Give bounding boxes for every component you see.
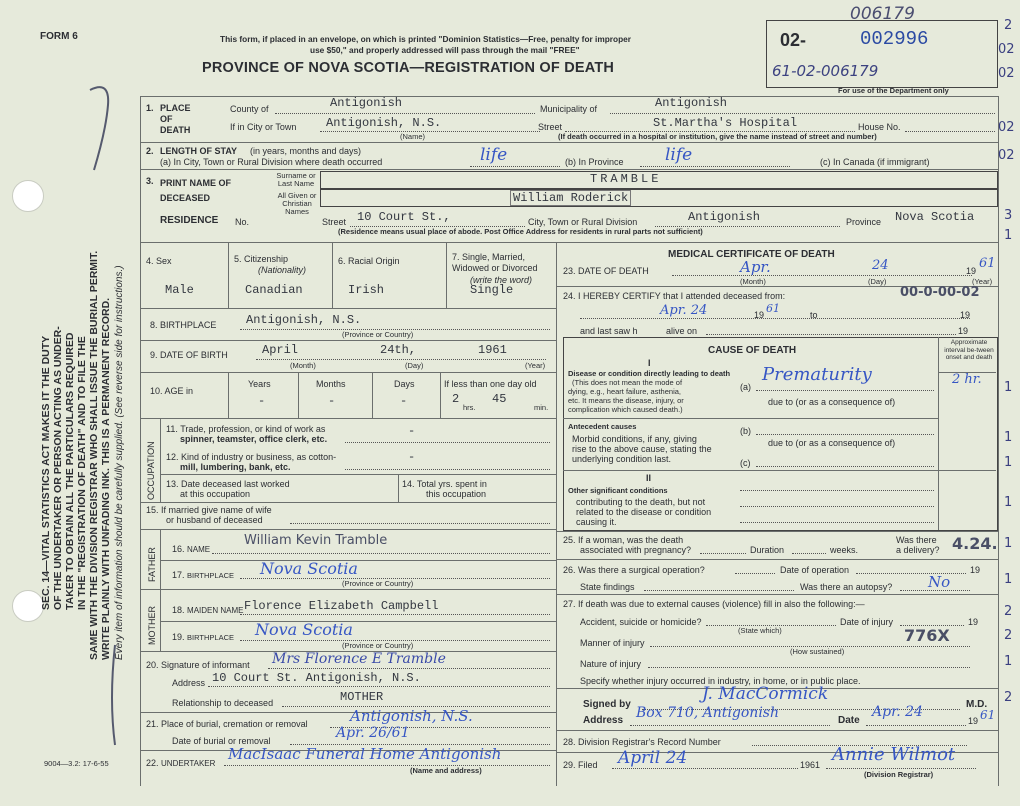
place-label: PLACE OF DEATH	[160, 103, 191, 135]
burial-place-label: 21. Place of burial, cremation or removal	[146, 719, 308, 729]
frame-top	[140, 96, 998, 97]
signed-label: Signed by	[583, 699, 631, 710]
due-to-1: due to (or as a consequence of)	[768, 397, 896, 407]
autopsy-value: No	[928, 573, 951, 591]
margin-code-14: 2	[1004, 604, 1013, 619]
burial-date-value: Apr. 26/61	[336, 725, 410, 741]
relationship-value: MOTHER	[340, 690, 384, 704]
stay-num: 2.	[146, 146, 154, 156]
city-value: Antigonish, N.S.	[326, 116, 442, 130]
death-date-month: Apr.	[740, 258, 771, 276]
informant-address: 10 Court St. Antigonish, N.S.	[212, 671, 421, 685]
residence-province: Nova Scotia	[895, 210, 975, 224]
margin-code-5: 02	[998, 148, 1015, 163]
margin-code-11: 1	[1004, 495, 1013, 510]
citizenship-note: (Nationality)	[258, 265, 307, 275]
record-label: 28. Division Registrar's Record Number	[563, 737, 721, 747]
marital-label: 7. Single, Married, Widowed or Divorced	[452, 252, 538, 273]
margin-code-8: 1	[1004, 380, 1013, 395]
margin-code-2: 02	[998, 42, 1015, 57]
county-label: County of	[230, 104, 269, 114]
interval-label: Approximate interval be-tween onset and death	[944, 339, 994, 361]
manner-label: Manner of injury	[580, 638, 645, 648]
margin-code-1: 2	[1004, 18, 1013, 33]
signed-year: 61	[980, 708, 996, 722]
antecedent-note-1: Morbid conditions, if any, giving	[572, 434, 697, 444]
interval-a-value: 2 hr.	[952, 372, 982, 387]
due-to-2: due to (or as a consequence of)	[768, 438, 896, 448]
cause-code: 776X	[904, 626, 950, 645]
marital-note: (write the word)	[470, 275, 533, 285]
birthplace-label: 8. BIRTHPLACE	[150, 320, 217, 330]
side-text-7: Every item of information should be carefully supplied. (See reverse side for instructions.)	[114, 265, 125, 660]
street-value: St.Martha's Hospital	[653, 116, 798, 130]
residence-street-label: Street	[322, 217, 347, 227]
part-2: II	[646, 473, 652, 483]
filed-label: 29. Filed	[563, 760, 598, 770]
city-label: If in City or Town	[230, 122, 297, 132]
operation-year-prefix: 19	[970, 565, 981, 575]
signed-signature: J. MacCormick	[702, 684, 829, 704]
disease-note-2: dying, e.g., heart failure, asthenia,	[568, 387, 681, 396]
accident-label: Accident, suicide or homicide?	[580, 617, 702, 627]
antecedent-note-2: rise to the above cause, stating the	[572, 444, 712, 454]
margin-code-17: 2	[1004, 690, 1013, 705]
medical-title: MEDICAL CERTIFICATE OF DEATH	[668, 249, 835, 260]
certify-year: 61	[766, 302, 780, 315]
name-label: PRINT NAME OF DECEASED	[160, 178, 231, 203]
mother-birthplace-value: Nova Scotia	[255, 620, 353, 639]
surgery-label: 26. Was there a surgical operation?	[563, 565, 705, 575]
antecedent-label: Antecedent causes	[568, 422, 637, 431]
stay-b-label: (b) In Province	[565, 157, 624, 167]
stamp-second-number: 61-02-006179	[772, 62, 879, 80]
municipality-value: Antigonish	[655, 96, 728, 110]
total-label: 14. Total yrs. spent in	[402, 479, 487, 489]
stay-label: LENGTH OF STAY	[160, 146, 238, 156]
side-text-5: SAME WITH THE DIVISION REGISTRAR WHO SHALL ISSUE THE BURIAL PERMIT.	[88, 250, 100, 660]
surname-label: Surname or Last Name	[276, 171, 316, 188]
name-num: 3.	[146, 176, 154, 186]
signed-year-prefix: 19	[968, 716, 979, 726]
margin-code-9: 1	[1004, 430, 1013, 445]
dob-month-caption: (Month)	[290, 361, 316, 370]
margin-code-6: 3	[1004, 208, 1013, 223]
county-value: Antigonish	[330, 96, 403, 110]
mother-side-label: MOTHER	[147, 606, 157, 645]
delivery-label-2: a delivery?	[896, 545, 940, 555]
death-year-caption: (Year)	[972, 277, 993, 286]
death-date-label: 23. DATE OF DEATH	[563, 266, 649, 276]
specify-label: Specify whether injury occurred in industry, in home, or in public place.	[580, 676, 861, 686]
undertaker-value: MacIsaac Funeral Home Antigonish	[228, 745, 502, 763]
undertaker-caption: (Name and address)	[410, 766, 482, 775]
dob-year-caption: (Year)	[525, 361, 546, 370]
stamp-prefix: 02-	[780, 30, 807, 50]
place-num: 1.	[146, 103, 154, 113]
dob-year: 1961	[478, 343, 507, 357]
residence-label: RESIDENCE	[160, 215, 219, 226]
margin-code-16: 1	[1004, 654, 1013, 669]
surname-value: TRAMBLE	[590, 172, 662, 186]
hrs-value: 2	[452, 392, 460, 406]
stay-note: (in years, months and days)	[250, 146, 362, 156]
house-label: House No.	[858, 122, 901, 132]
margin-code-3: 02	[998, 66, 1015, 81]
given-box	[320, 189, 998, 207]
margin-code-15: 2	[1004, 628, 1013, 643]
last-saw-label: and last saw h	[580, 326, 638, 336]
duration-label: Duration	[750, 545, 785, 555]
side-text-6: WRITE PLAINLY WITH UNFADING INK. THIS IS A PERMANENT RECORD.	[100, 297, 112, 660]
residence-city: Antigonish	[688, 210, 761, 224]
side-text-2: OF THE UNDERTAKER OR PERSON ACTING AS UNDER-	[52, 326, 64, 610]
birthplace-caption: (Province or Country)	[342, 330, 414, 339]
trade-label: 11. Trade, profession, or kind of work as	[166, 424, 326, 434]
injury-date-label: Date of injury	[840, 617, 894, 627]
dept-use-label: For use of the Department only	[838, 86, 949, 95]
cause-c-label: (c)	[740, 458, 751, 468]
pencil-mark-icon	[80, 60, 120, 180]
side-text-4: IN THE "REGISTRATION OF DEATH" AND TO FILE THE	[76, 336, 88, 610]
min-label: min.	[534, 403, 549, 412]
last-worked-label-2: at this occupation	[180, 489, 251, 499]
given-label: All Given or Christian Names	[277, 191, 317, 216]
hrs-label: hrs.	[463, 403, 476, 412]
margin-code-4: 02	[998, 120, 1015, 135]
informant-label: 20. Signature of informant	[146, 660, 250, 670]
age-label: 10. AGE in	[150, 386, 194, 396]
signed-address-label: Address	[583, 715, 624, 726]
form-title: PROVINCE OF NOVA SCOTIA—REGISTRATION OF DEATH	[202, 60, 615, 76]
signed-address: Box 710, Antigonish	[636, 705, 780, 721]
given-value: William Roderick	[510, 190, 631, 206]
cause-b-label: (b)	[740, 426, 751, 436]
stay-b-value: life	[665, 145, 693, 165]
signed-date: Apr. 24	[872, 704, 923, 720]
father-birthplace-caption: (Province or Country)	[342, 579, 414, 588]
birthplace-value: Antigonish, N.S.	[246, 313, 362, 327]
residence-province-label: Province	[846, 217, 882, 227]
father-birthplace-value: Nova Scotia	[260, 559, 358, 578]
punch-hole-top	[12, 180, 44, 212]
margin-code-12: 1	[1004, 536, 1013, 551]
municipality-label: Municipality of	[540, 104, 598, 114]
stay-a-value: life	[480, 145, 508, 165]
form-number: FORM 6	[40, 31, 78, 42]
informant-signature: Mrs Florence E Tramble	[272, 651, 446, 667]
city-name-caption: (Name)	[400, 132, 426, 141]
mother-birthplace-caption: (Province or Country)	[342, 641, 414, 650]
certify-to-year-prefix: 19	[960, 310, 971, 320]
dob-label: 9. DATE OF BIRTH	[150, 350, 228, 360]
antecedent-note-3: underlying condition last.	[572, 454, 672, 464]
years-value: -	[258, 394, 266, 408]
nature-label: Nature of injury	[580, 659, 642, 669]
filed-date: April 24	[618, 748, 688, 768]
death-month-caption: (Month)	[740, 277, 766, 286]
envelope-note-1: This form, if placed in an envelope, on which is printed "Dominion Statistics—Free, penalty for improper	[220, 34, 632, 44]
cause-a-label: (a)	[740, 382, 751, 392]
father-birthplace-label: 17. BIRTHPLACE	[172, 570, 234, 580]
registrar-signature: Annie Wilmot	[832, 744, 956, 765]
dob-day: 24th,	[380, 343, 417, 357]
months-label: Months	[316, 379, 346, 389]
mins-value: 45	[492, 392, 507, 406]
filed-year: 1961	[800, 760, 821, 770]
undertaker-label: 22. UNDERTAKER	[146, 758, 216, 768]
sex-label: 4. Sex	[146, 256, 172, 266]
mother-name-label: 18. MAIDEN NAME	[172, 605, 244, 615]
disease-note-1: (This does not mean the mode of	[572, 378, 683, 387]
occupation-side-label: OCCUPATION	[146, 441, 156, 500]
residence-note: (Residence means usual place of abode. Post Office Address for residents in rural parts not sufficient)	[338, 227, 703, 236]
relationship-label: Relationship to deceased	[172, 698, 274, 708]
weeks-label: weeks.	[830, 545, 859, 555]
street-label: Street	[538, 122, 563, 132]
spouse-label: 15. If married give name of wife	[146, 505, 272, 515]
registrar-caption: (Division Registrar)	[864, 770, 934, 779]
print-code: 9004—3.2: 17-6-55	[44, 759, 109, 768]
days-value: -	[400, 394, 408, 408]
last-worked-label: 13. Date deceased last worked	[166, 479, 290, 489]
side-text-1: SEC. 14—VITAL STATISTICS ACT MAKES IT THE DUTY	[40, 335, 52, 610]
other-label: Other significant conditions	[568, 486, 668, 495]
days-label: Days	[394, 379, 415, 389]
certify-label: 24. I HEREBY CERTIFY that I attended deceased from:	[563, 291, 786, 301]
citizenship-value: Canadian	[245, 283, 303, 297]
other-note-3: causing it.	[576, 517, 617, 527]
marital-value: Single	[470, 283, 514, 297]
citizenship-label: 5. Citizenship	[234, 254, 289, 264]
hash-code: 00-0-00-02	[900, 285, 980, 300]
certify-from: Apr. 24	[660, 303, 708, 318]
pencil-line-icon	[105, 640, 125, 750]
burial-place-value: Antigonish, N.S.	[350, 707, 473, 725]
state-caption: (State which)	[738, 626, 782, 635]
how-caption: (How sustained)	[790, 647, 845, 656]
mother-name-value: Florence Elizabeth Campbell	[244, 599, 439, 613]
alive-label: alive on	[666, 326, 698, 336]
disease-note-3: etc. It means the disease, injury, or	[568, 396, 684, 405]
origin-value: Irish	[348, 283, 385, 297]
cause-a-value: Prematurity	[762, 364, 872, 385]
residence-city-label: City, Town or Rural Division	[528, 217, 638, 227]
autopsy-label: Was there an autopsy?	[800, 582, 893, 592]
informant-address-label: Address	[172, 678, 206, 688]
delivery-label: Was there	[896, 535, 937, 545]
less-day-label: If less than one day old	[444, 379, 537, 389]
death-day-caption: (Day)	[868, 277, 887, 286]
death-date-day: 24	[872, 258, 889, 273]
total-label-2: this occupation	[426, 489, 487, 499]
mother-birthplace-label: 19. BIRTHPLACE	[172, 632, 234, 642]
residence-street: 10 Court St.,	[357, 210, 451, 224]
stamp-top-number: 006179	[850, 4, 915, 24]
delivery-code: 4.24.	[952, 534, 998, 553]
part-1: I	[648, 358, 651, 368]
margin-code-7: 1	[1004, 228, 1013, 243]
certify-year-prefix: 19	[754, 310, 765, 320]
envelope-note-2: use $50," and properly addressed will pass through the mail "FREE"	[310, 45, 580, 55]
injury-year-prefix: 19	[968, 617, 979, 627]
operation-date-label: Date of operation	[780, 565, 850, 575]
md-label: M.D.	[966, 699, 988, 710]
margin-code-13: 1	[1004, 572, 1013, 587]
trade-value: -	[408, 424, 416, 438]
death-date-year: 61	[979, 256, 996, 271]
side-text-3: TAKER TO OBTAIN ALL THE PARTICULARS REQUIRED	[64, 332, 76, 610]
father-name-value: William Kevin Tramble	[244, 533, 388, 548]
residence-no-label: No.	[235, 217, 250, 227]
industry-value: -	[408, 450, 416, 464]
pregnancy-label-2: associated with pregnancy?	[580, 545, 692, 555]
institution-note: (If death occurred in a hospital or institution, give the name instead of street and number)	[558, 132, 877, 141]
frame-left	[140, 96, 141, 786]
industry-label-2: mill, lumbering, bank, etc.	[180, 462, 291, 472]
frame-right	[998, 96, 999, 786]
other-note-2: related to the disease or condition	[576, 507, 712, 517]
findings-label: State findings	[580, 582, 635, 592]
signed-date-label: Date	[838, 715, 860, 726]
industry-label: 12. Kind of industry or business, as cotton-	[166, 452, 337, 462]
margin-code-10: 1	[1004, 455, 1013, 470]
months-value: -	[328, 394, 336, 408]
cause-title: CAUSE OF DEATH	[708, 345, 797, 356]
spouse-label-2: or husband of deceased	[166, 515, 263, 525]
stay-c-label: (c) In Canada (if immigrant)	[820, 157, 930, 167]
dob-month: April	[262, 343, 299, 357]
stay-a-label: (a) In City, Town or Rural Division where death occurred	[160, 157, 383, 167]
last-saw-year-prefix: 19	[958, 326, 969, 336]
father-side-label: FATHER	[147, 547, 157, 582]
external-label: 27. If death was due to external causes (violence) fill in also the following:—	[563, 599, 865, 609]
certify-to: to	[810, 310, 818, 320]
disease-note-4: complication which caused death.)	[568, 405, 683, 414]
burial-date-label: Date of burial or removal	[172, 736, 271, 746]
stamp-number: 002996	[860, 28, 929, 50]
origin-label: 6. Racial Origin	[338, 256, 400, 266]
other-note-1: contributing to the death, but not	[576, 497, 706, 507]
sex-value: Male	[165, 283, 194, 297]
pregnancy-label: 25. If a woman, was the death	[563, 535, 684, 545]
trade-label-2: spinner, teamster, office clerk, etc.	[180, 434, 328, 444]
death-date-year-prefix: 19	[966, 266, 977, 276]
disease-label: Disease or condition directly leading to death	[568, 369, 731, 378]
years-label: Years	[248, 379, 271, 389]
dob-day-caption: (Day)	[405, 361, 424, 370]
father-name-label: 16. NAME	[172, 544, 211, 554]
